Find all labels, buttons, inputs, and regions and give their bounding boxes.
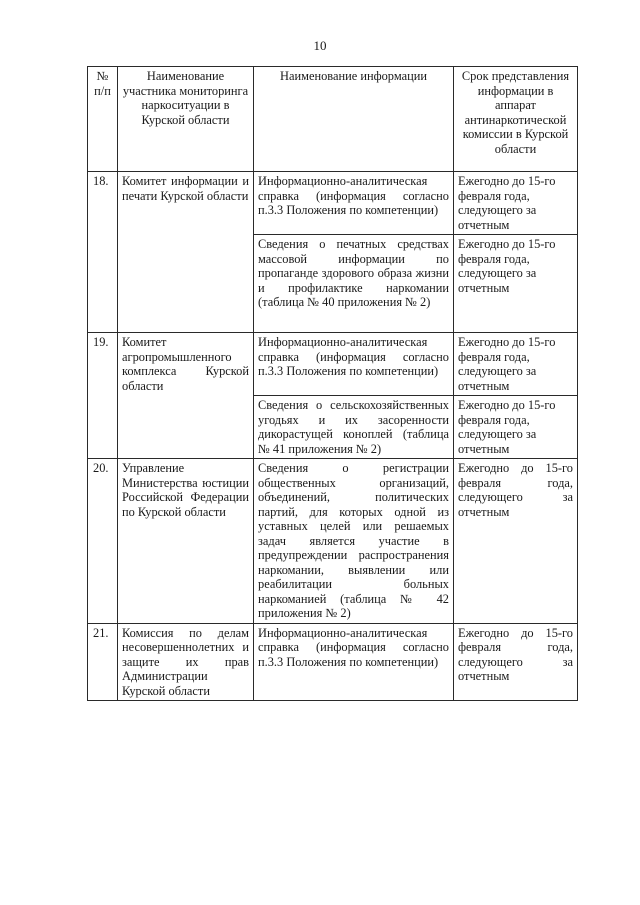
header-participant: Наименование участника мониторинга наркоситуации в Курской области — [118, 67, 254, 172]
header-info: Наименование информации — [254, 67, 454, 172]
info-name: Сведения о регистрации общественных организаций, объединений, политических партий, для которых одной из уставных целей или решаемых задач является участие в предупреждении распространения наркомании, выявлении или реабилитации больных наркоманией (таблица № 42 приложения № 2) — [254, 459, 454, 624]
deadline: Ежегодно до 15-го февраля года, следующего за отчетным — [454, 333, 578, 396]
info-name: Информационно-аналитическая справка (информация согласно п.3.3 Положения по компетенции) — [254, 172, 454, 235]
participant-name: Комиссия по делам несовершеннолетних и защите их прав Администрации Курской области — [118, 623, 254, 701]
monitoring-table — [87, 66, 578, 701]
table-row — [88, 459, 578, 624]
participant-name: Управление Министерства юстиции Российской Федерации по Курской области — [118, 459, 254, 624]
deadline: Ежегодно до 15-го февраля года, следующего за отчетным — [454, 459, 578, 624]
row-number: 19. — [88, 333, 118, 459]
deadline: Ежегодно до 15-го февраля года, следующего за отчетным — [454, 172, 578, 235]
deadline: Ежегодно до 15-го февраля года, следующего за отчетным — [454, 623, 578, 701]
info-name: Сведения о сельскохозяйственных угодьях и их засоренности дикорастущей коноплей (таблица № 41 приложения № 2) — [254, 396, 454, 459]
participant-name: Комитет информации и печати Курской области — [118, 172, 254, 333]
row-number: 18. — [88, 172, 118, 333]
deadline: Ежегодно до 15-го февраля года, следующего за отчетным — [454, 396, 578, 459]
row-number: 20. — [88, 459, 118, 624]
participant-name: Комитет агропромышленного комплекса Курской области — [118, 333, 254, 459]
page-number: 10 — [313, 38, 327, 53]
info-name: Информационно-аналитическая справка (информация согласно п.3.3 Положения по компетенции) — [254, 333, 454, 396]
header-num: № п/п — [88, 67, 118, 172]
info-name: Сведения о печатных средствах массовой информации по пропаганде здорового образа жизни и профилактике наркомании (таблица № 40 приложения № 2) — [254, 235, 454, 333]
info-name: Информационно-аналитическая справка (информация согласно п.3.3 Положения по компетенции) — [254, 623, 454, 701]
deadline: Ежегодно до 15-го февраля года, следующего за отчетным — [454, 235, 578, 333]
header-deadline: Срок представления информации в аппарат антинаркотической комиссии в Курской области — [454, 67, 578, 172]
table-row — [88, 172, 578, 235]
table-row — [88, 333, 578, 396]
table-header-row — [88, 67, 578, 172]
row-number: 21. — [88, 623, 118, 701]
table-row — [88, 623, 578, 701]
